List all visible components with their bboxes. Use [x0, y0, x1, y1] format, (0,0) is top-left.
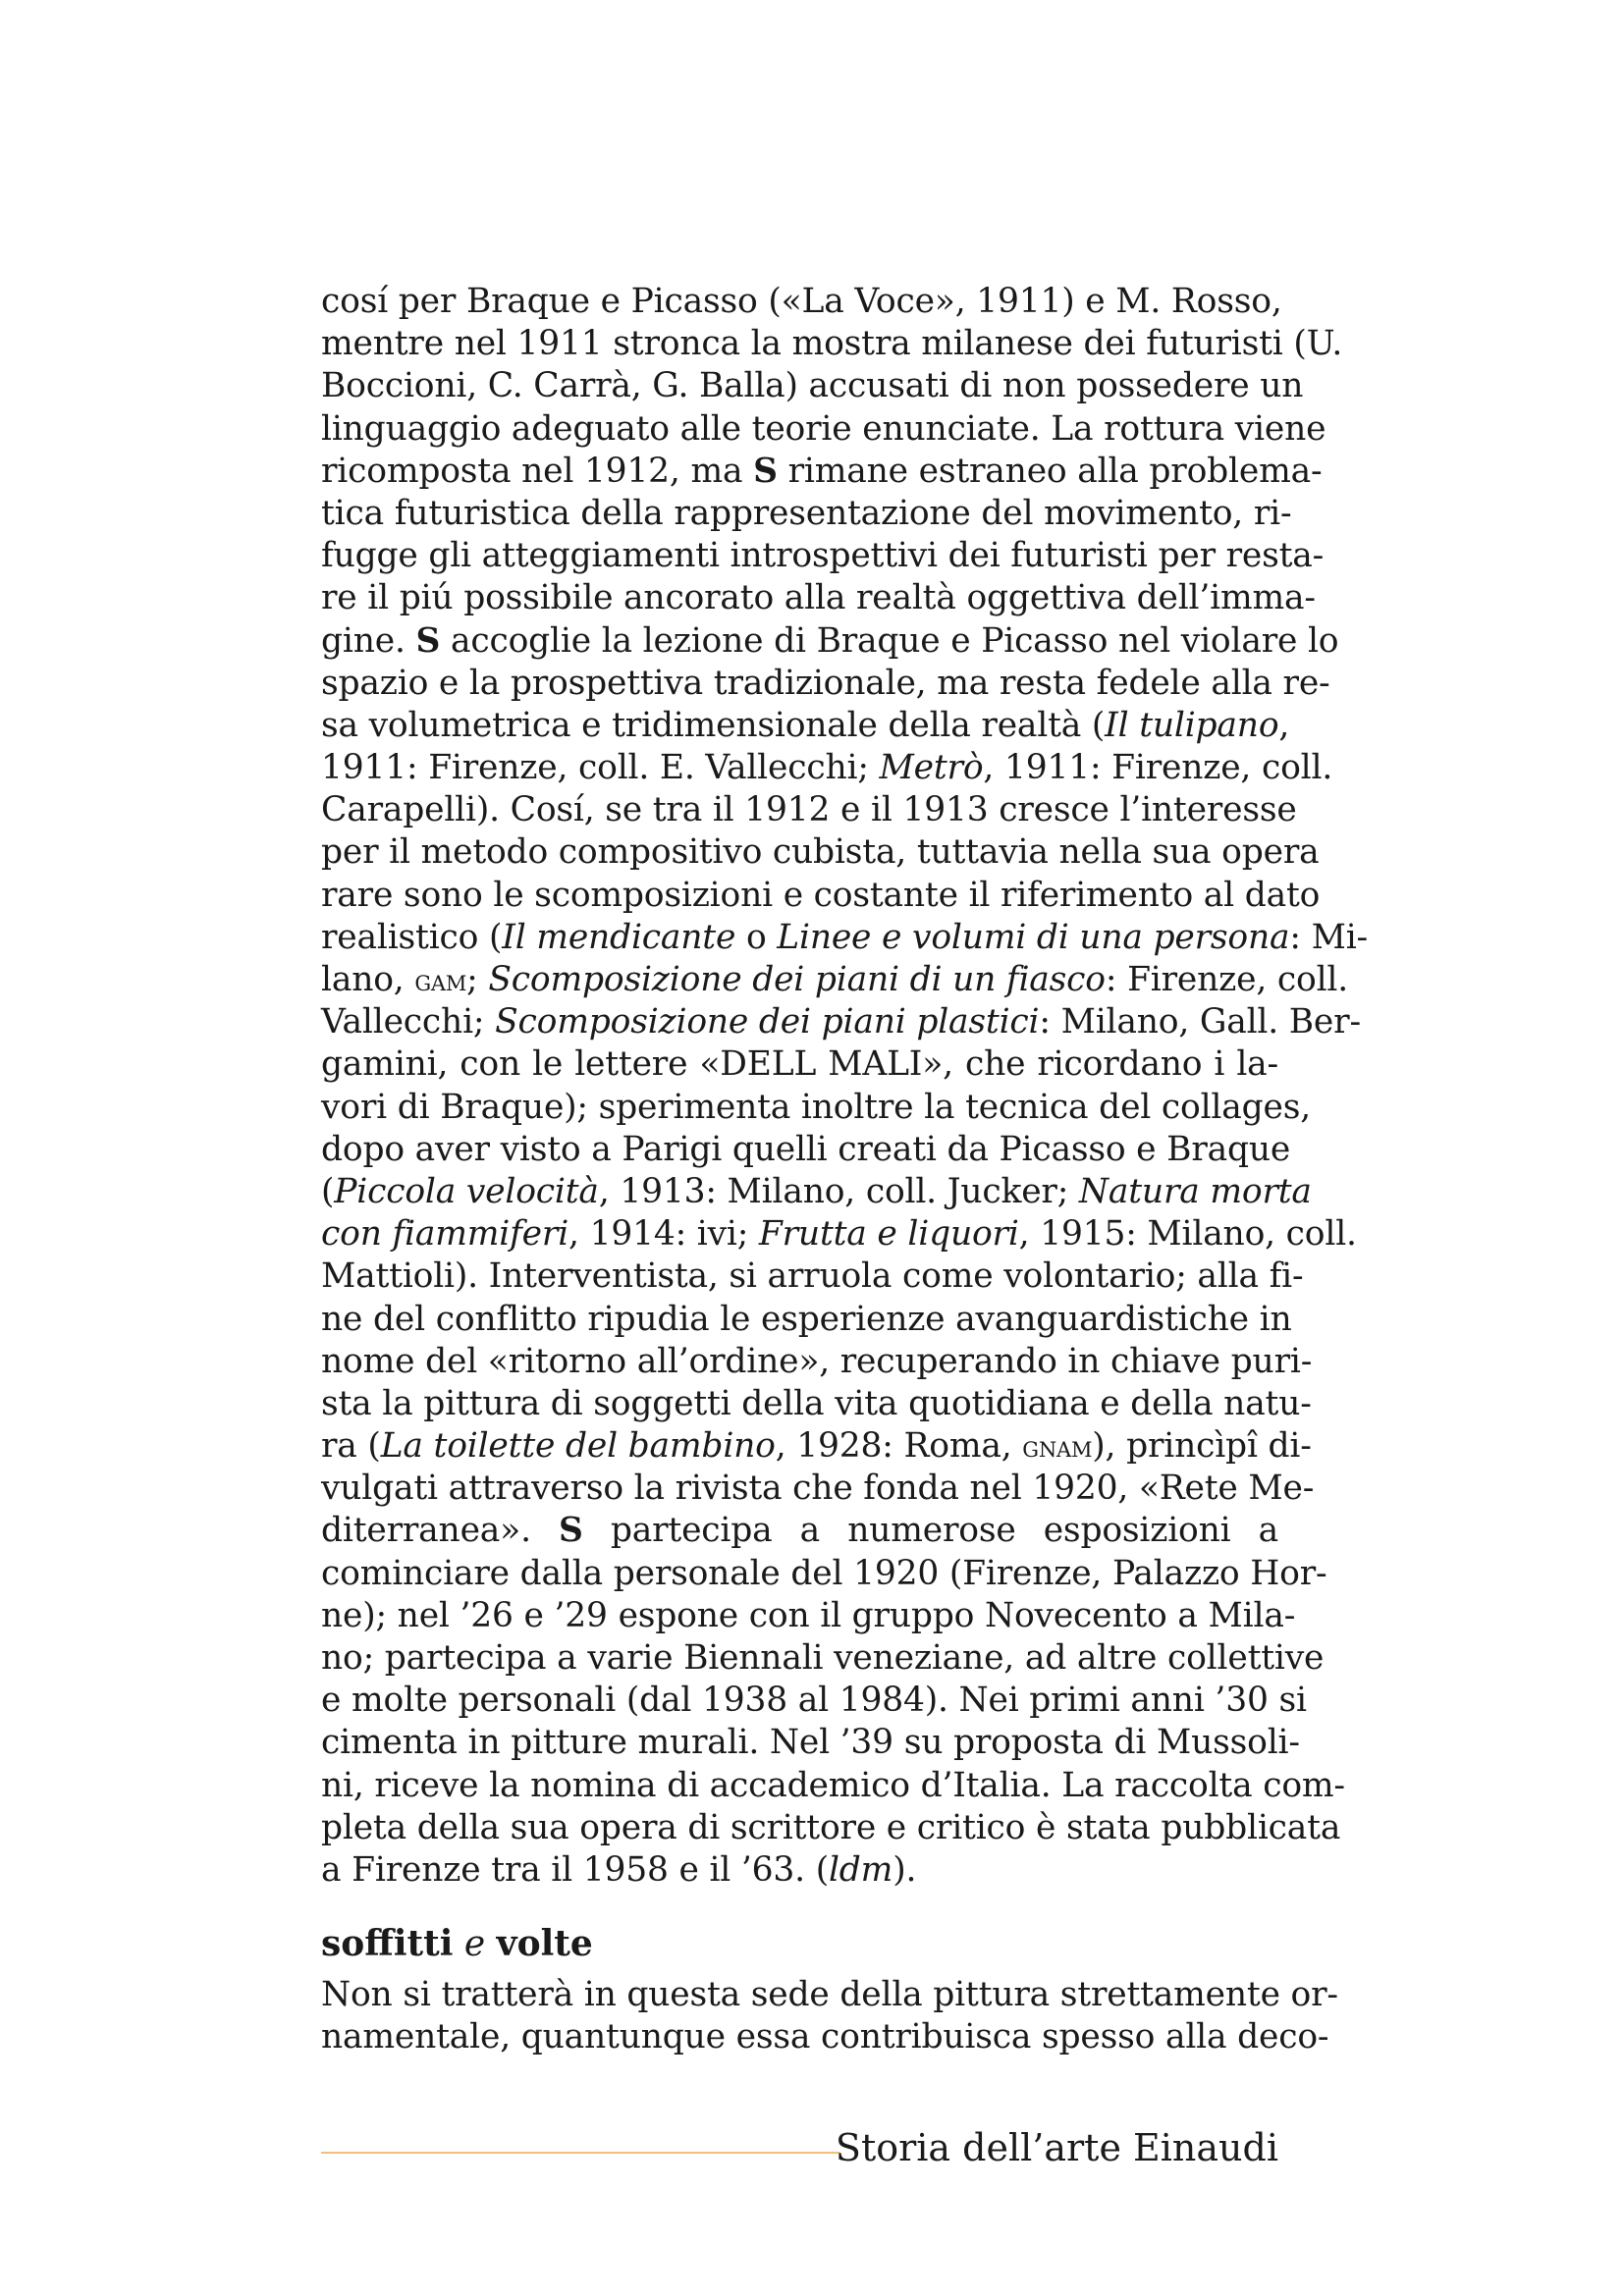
- p1-line: [321, 917, 1368, 959]
- p1-line: [321, 1383, 1312, 1425]
- p1-line: [321, 1722, 1300, 1764]
- p1-line: [321, 451, 1323, 493]
- p2-line: [321, 2016, 1329, 2058]
- entry-heading: [321, 1921, 1278, 1966]
- text-run: gnam: [1022, 1430, 1093, 1466]
- text-run: sa volumetrica e tridimensionale della realtà (: [321, 705, 1106, 745]
- text-run: mentre nel 1911 stronca la mostra milanese dei futuristi (U.: [321, 324, 1343, 364]
- text-run: con fiammiferi: [321, 1214, 569, 1255]
- text-run: nome del «ritorno all’ordine», recuperando in chiave puri-: [321, 1341, 1313, 1381]
- p1-line: [321, 281, 1282, 323]
- text-run: Carapelli). Cosí, se tra il 1912 e il 1913 cresce l’interesse: [321, 790, 1297, 830]
- text-run: linguaggio adeguato alle teorie enunciate. La rottura viene: [321, 408, 1326, 449]
- p1-line: [321, 1001, 1361, 1043]
- p1-line: [321, 1255, 1304, 1298]
- p1-line: [321, 789, 1297, 831]
- text-run: 1911: Firenze, coll. E. Vallecchi;: [321, 748, 880, 788]
- text-run: Metrò: [879, 748, 984, 788]
- p1-line: [321, 1553, 1327, 1595]
- page-body: [321, 281, 1368, 2059]
- text-run: rare sono le scomposizioni e costante il riferimento al dato: [321, 875, 1321, 915]
- text-run: : Mi-: [1289, 917, 1368, 957]
- footer-rule: [321, 2152, 839, 2154]
- text-run: spazio e la prospettiva tradizionale, ma resta fedele alla re-: [321, 663, 1330, 703]
- text-run: Il tulipano: [1105, 705, 1279, 745]
- p1-line: [321, 1425, 1312, 1468]
- entry-heading-part1: soffitti: [321, 1923, 454, 1965]
- text-run: ricomposta nel 1912, ma: [321, 451, 754, 491]
- text-run: La toilette del bambino: [380, 1426, 776, 1467]
- text-run: Mattioli). Interventista, si arruola come volontario; alla fi-: [321, 1256, 1304, 1297]
- p1-line: [321, 365, 1304, 407]
- text-run: , 1928: Roma,: [775, 1426, 1023, 1467]
- paragraph-entry-body: [321, 1974, 1338, 2058]
- p1-line: [321, 1637, 1325, 1680]
- text-run: ne del conflitto ripudia le esperienze avanguardistiche in: [321, 1299, 1292, 1339]
- text-run: lano,: [321, 960, 415, 999]
- text-run: re il piú possibile ancorato alla realtà oggettiva dell’imma-: [321, 578, 1316, 618]
- p2-line: [321, 1974, 1338, 2016]
- text-run: o: [735, 917, 778, 957]
- p1-line: [321, 1129, 1291, 1171]
- text-run: a Firenze tra il 1958 e il ’63. (: [321, 1849, 829, 1890]
- p1-line: [321, 1680, 1307, 1722]
- text-run: cimenta in pitture murali. Nel ’39 su proposta di Mussoli-: [321, 1723, 1300, 1763]
- p1-line: [321, 663, 1330, 705]
- text-run: dopo aver visto a Parigi quelli creati da Picasso e Braque: [321, 1129, 1291, 1169]
- p1-line: [321, 493, 1292, 535]
- text-run: , 1911: Firenze, coll.: [983, 748, 1333, 788]
- p1-line: [321, 1213, 1357, 1255]
- text-run: sta la pittura di soggetti della vita quotidiana e della natu-: [321, 1383, 1312, 1423]
- text-run: : Firenze, coll.: [1105, 960, 1349, 999]
- text-run: Non si tratterà in questa sede della pittura strettamente or-: [321, 1975, 1338, 2015]
- p1-line: [321, 959, 1349, 1001]
- text-run: vulgati attraverso la rivista che fonda nel 1920, «Rete Me-: [321, 1468, 1315, 1509]
- text-run: S: [753, 451, 778, 491]
- text-run: accoglie la lezione di Braque e Picasso nel violare lo: [440, 620, 1339, 661]
- text-run: vori di Braque); sperimenta inoltre la tecnica del collages,: [321, 1087, 1311, 1127]
- text-run: ;: [466, 960, 489, 999]
- p1-line: [321, 705, 1290, 747]
- p1-line: [321, 747, 1333, 789]
- text-run: namentale, quantunque essa contribuisca spesso alla deco-: [321, 2017, 1329, 2057]
- text-run: Frutta e liquori: [758, 1214, 1019, 1255]
- p1-line: [321, 875, 1321, 917]
- text-run: , 1913: Milano, coll. Jucker;: [598, 1171, 1079, 1211]
- entry-heading-connector: e: [463, 1924, 486, 1965]
- text-run: ), princìpî di-: [1092, 1426, 1312, 1467]
- text-run: Scomposizione dei piani plastici: [495, 1002, 1040, 1042]
- text-run: diterranea».: [321, 1511, 559, 1551]
- p1-line: [321, 323, 1343, 365]
- text-run: gamini, con le lettere «DELL MALI», che ricordano i la-: [321, 1044, 1278, 1085]
- p1-line: [321, 1468, 1315, 1510]
- p1-line: [321, 577, 1316, 619]
- text-run: pleta della sua opera di scrittore e critico è stata pubblicata: [321, 1807, 1341, 1847]
- text-run: ).: [893, 1849, 917, 1890]
- text-run: Natura morta: [1078, 1171, 1312, 1211]
- text-run: ra (: [321, 1426, 381, 1467]
- text-run: (: [321, 1171, 335, 1211]
- entry-heading-part2: volte: [496, 1923, 593, 1965]
- text-run: e molte personali (dal 1938 al 1984). Nei primi anni ’30 si: [321, 1681, 1307, 1721]
- text-run: Piccola velocità: [334, 1171, 599, 1211]
- footer-label: Storia dell’arte Einaudi: [835, 2126, 1278, 2169]
- p1-line: [321, 1595, 1296, 1637]
- text-run: partecipa a numerose esposizioni a: [582, 1511, 1278, 1551]
- text-run: ldm: [828, 1849, 893, 1890]
- text-run: , 1914: ivi;: [568, 1214, 759, 1255]
- paragraph-previous-entry: [321, 281, 1368, 1892]
- text-run: cominciare dalla personale del 1920 (Firenze, Palazzo Hor-: [321, 1553, 1327, 1593]
- p1-line: [321, 1087, 1311, 1129]
- text-run: cosí per Braque e Picasso («La Voce», 1911) e M. Rosso,: [321, 282, 1282, 321]
- text-run: ni, riceve la nomina di accademico d’Italia. La raccolta com-: [321, 1765, 1345, 1805]
- text-run: , 1915: Milano, coll.: [1018, 1214, 1357, 1255]
- text-run: : Milano, Gall. Ber-: [1039, 1002, 1361, 1042]
- p1-line: [321, 1341, 1313, 1383]
- p1-line: [321, 1765, 1345, 1807]
- p1-line: [321, 1849, 1278, 1892]
- p1-line: [321, 620, 1339, 663]
- text-run: ,: [1278, 705, 1290, 745]
- text-run: fugge gli atteggiamenti introspettivi dei futuristi per resta-: [321, 536, 1325, 576]
- text-run: tica futuristica della rappresentazione del movimento, ri-: [321, 493, 1292, 533]
- text-run: ne); nel ’26 e ’29 espone con il gruppo Novecento a Mila-: [321, 1595, 1296, 1635]
- p1-line: [321, 831, 1320, 874]
- text-run: Scomposizione dei piani di un fiasco: [488, 960, 1106, 999]
- text-run: per il metodo compositivo cubista, tuttavia nella sua opera: [321, 832, 1320, 873]
- text-run: no; partecipa a varie Biennali veneziane, ad altre collettive: [321, 1638, 1325, 1678]
- p1-line: [321, 1510, 1278, 1552]
- text-run: realistico (: [321, 917, 503, 957]
- text-run: Boccioni, C. Carrà, G. Balla) accusati di non possedere un: [321, 366, 1304, 406]
- text-run: Vallecchi;: [321, 1002, 496, 1042]
- text-run: S: [559, 1511, 583, 1551]
- text-run: Il mendicante: [502, 917, 736, 957]
- text-run: gine.: [321, 620, 416, 661]
- p1-line: [321, 535, 1325, 577]
- p1-line: [321, 408, 1326, 451]
- text-run: rimane estraneo alla problema-: [777, 451, 1323, 491]
- text-run: S: [415, 620, 441, 661]
- text-run: Linee e volumi di una persona: [777, 917, 1290, 957]
- p1-line: [321, 1043, 1278, 1086]
- p1-line: [321, 1807, 1341, 1849]
- p1-line: [321, 1299, 1292, 1341]
- text-run: gam: [414, 964, 467, 998]
- p1-line: [321, 1171, 1312, 1213]
